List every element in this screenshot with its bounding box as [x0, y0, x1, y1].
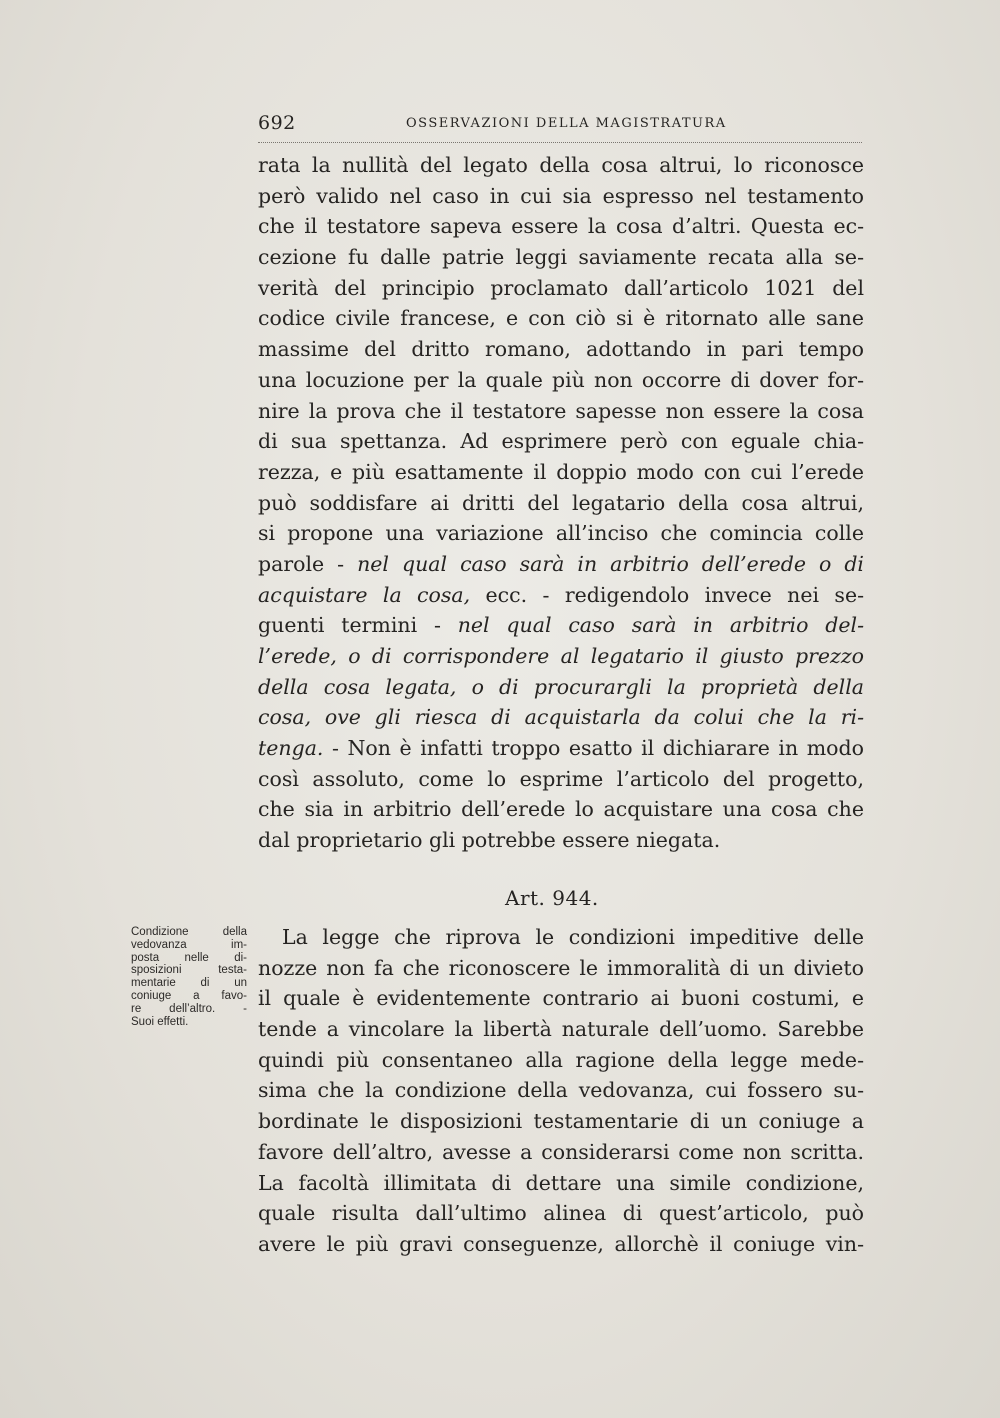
text-line: [258, 549, 864, 580]
text-line: di sua spettanza. Ad esprimere però con eguale chia-: [258, 429, 864, 454]
text-line: nozze non fa che riconoscere le immoralità di un divieto: [258, 955, 864, 980]
italic-quote-line: l’erede, o di corrispondere al legatario il giusto prezzo: [258, 644, 864, 668]
italic-quote-line: cosa, ove gli riesca di acquistarla da colui che la ri-: [258, 705, 864, 730]
italic-quote: acquistare la cosa,: [258, 582, 471, 607]
text-line: bordinate le disposizioni testamentarie di un coniuge a: [258, 1109, 864, 1134]
text-line: cezione fu dalle patrie leggi saviamente recata alla se-: [258, 245, 864, 270]
text-line: può soddisfare ai dritti del legatario della cosa altrui,: [258, 490, 864, 515]
marginal-note-line: coniuge a favo-: [131, 989, 247, 1002]
text-line: favore dell’altro, avesse a considerarsi come non scritta.: [258, 1139, 864, 1164]
article-heading: Art. 944.: [505, 886, 599, 910]
text-line: sima che la condizione della vedovanza, cui fossero su-: [258, 1078, 864, 1103]
continuation-paragraph: [258, 150, 864, 856]
text-line: rezza, e più esattamente il doppio modo con cui l’erede: [258, 459, 864, 484]
text-line: La facoltà illimitata di dettare una simile condizione,: [258, 1170, 864, 1195]
text-line: che il testatore sapeva essere la cosa d’altri. Questa ec-: [258, 214, 864, 239]
text-line: che sia in arbitrio dell’erede lo acquistare una cosa che: [258, 797, 864, 822]
text-line: nire la prova che il testatore sapesse non essere la cosa: [258, 398, 864, 423]
marginal-note-line: re dell’altro. -: [131, 1002, 247, 1015]
marginal-note-line: vedovanza im-: [131, 938, 247, 951]
text-line: il quale è evidentemente contrario ai buoni costumi, e: [258, 986, 864, 1011]
text-line: verità del principio proclamato dall’articolo 1021 del: [258, 275, 864, 300]
page-header: [258, 112, 862, 142]
text-line: La legge che riprova le condizioni impeditive delle: [282, 925, 864, 949]
marginal-note-line: Suoi effetti.: [131, 1015, 189, 1028]
text-line: quindi più consentaneo alla ragione della legge mede-: [258, 1047, 864, 1072]
marginal-note: [131, 926, 247, 1028]
text-run: ecc. - redigendolo invece nei se-: [470, 582, 865, 607]
text-line: una locuzione per la quale più non occorre di dover for-: [258, 367, 864, 392]
text-run: guenti termini -: [258, 613, 458, 638]
italic-quote-line: della cosa legata, o di procurargli la proprietà della: [258, 674, 864, 699]
italic-quote: tenga.: [258, 736, 324, 761]
text-line: quale risulta dall’ultimo alinea di quest’articolo, può: [258, 1201, 864, 1226]
marginal-note-line: mentarie di un: [131, 977, 247, 990]
text-line: codice civile francese, e con ciò si è ritornato alle sane: [258, 306, 864, 331]
text-line: [258, 580, 864, 611]
article-paragraph: [258, 922, 864, 1260]
text-line: avere le più gravi conseguenze, allorchè il coniuge vin-: [258, 1231, 864, 1256]
italic-quote: nel qual caso sarà in arbitrio dell’erede o di: [357, 551, 864, 576]
text-line: tende a vincolare la libertà naturale dell’uomo. Sarebbe: [258, 1017, 864, 1042]
text-line: così assoluto, come lo esprime l’articolo del progetto,: [258, 766, 864, 791]
text-line: [258, 733, 864, 764]
text-line: dal proprietario gli potrebbe essere niegata.: [258, 828, 721, 853]
text-line: si propone una variazione all’inciso che comincia colle: [258, 521, 864, 546]
text-line: massime del dritto romano, adottando in pari tempo: [258, 337, 864, 362]
italic-quote: nel qual caso sarà in arbitrio del-: [457, 613, 864, 638]
page-number: 692: [258, 112, 296, 134]
text-line: rata la nullità del legato della cosa altrui, lo riconosce: [258, 153, 864, 177]
text-run: - Non è infatti troppo esatto il dichiarare in modo: [323, 736, 864, 761]
running-title: OSSERVAZIONI DELLA MAGISTRATURA: [406, 116, 727, 131]
header-rule: [258, 142, 862, 143]
marginal-note-line: sposizioni testa-: [131, 964, 247, 977]
text-run: parole -: [258, 551, 358, 576]
marginal-note-line: Condizione della: [131, 926, 247, 938]
marginal-note-line: posta nelle di-: [131, 951, 247, 964]
text-line: [258, 610, 864, 641]
text-line: però valido nel caso in cui sia espresso nel testamento: [258, 183, 864, 208]
